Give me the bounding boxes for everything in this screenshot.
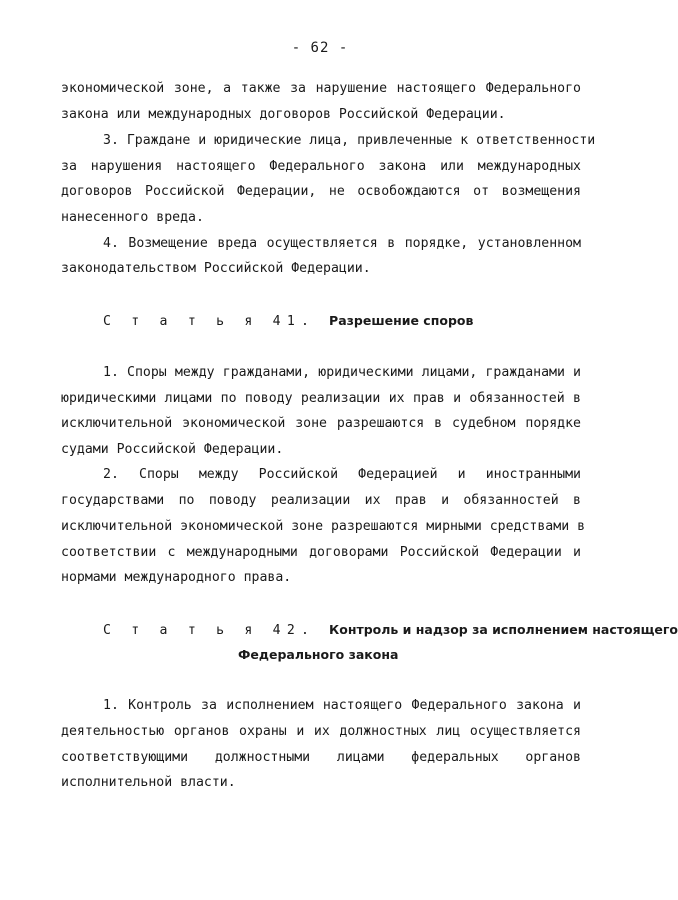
text-line: закона или международных договоров Российской Федерации.	[61, 107, 506, 122]
text-line: государствами по поводу реализации их прав и обязанностей в	[61, 493, 581, 508]
article-title-continued: Федерального закона	[238, 647, 399, 662]
text-line: 1. Контроль за исполнением настоящего Федерального закона и	[103, 698, 581, 713]
text-line: 1. Споры между гражданами, юридическими лицами, гражданами и	[103, 365, 581, 380]
page-number: - 62 -	[291, 40, 349, 56]
text-line: законодательством Российской Федерации.	[61, 261, 371, 276]
text-line: нанесенного вреда.	[61, 210, 204, 225]
article-label: С т а т ь я 41.	[103, 314, 316, 329]
text-line: 3. Граждане и юридические лица, привлеченные к ответственности	[103, 133, 596, 148]
article-title: Разрешение споров	[329, 313, 474, 328]
text-line: соответствующими должностными лицами федеральных органов	[61, 750, 581, 765]
text-line: исключительной экономической зоне разрешаются в судебном порядке	[61, 416, 581, 431]
text-line: соответствии с международными договорами Российской Федерации и	[61, 545, 581, 560]
text-line: судами Российской Федерации.	[61, 442, 284, 457]
text-line: исполнительной власти.	[61, 775, 236, 790]
article-41-heading	[103, 312, 473, 331]
article-42-heading	[103, 621, 678, 640]
text-line: юридическими лицами по поводу реализации их прав и обязанностей в	[61, 391, 581, 406]
text-line: экономической зоне, а также за нарушение настоящего Федерального	[61, 81, 581, 96]
text-line: нормами международного права.	[61, 570, 292, 585]
text-line: за нарушения настоящего Федерального закона или международных	[61, 159, 581, 174]
text-line: 4. Возмещение вреда осуществляется в порядке, установленном	[103, 236, 581, 251]
text-line: договоров Российской Федерации, не освобождаются от возмещения	[61, 184, 581, 199]
article-label: С т а т ь я 42.	[103, 623, 316, 638]
article-title: Контроль и надзор за исполнением настоящего	[329, 622, 678, 637]
text-line: исключительной экономической зоне разрешаются мирными средствами в	[61, 519, 586, 534]
text-line: деятельностью органов охраны и их должностных лиц осуществляется	[61, 724, 581, 739]
text-line: 2. Споры между Российской Федерацией и иностранными	[103, 467, 581, 482]
